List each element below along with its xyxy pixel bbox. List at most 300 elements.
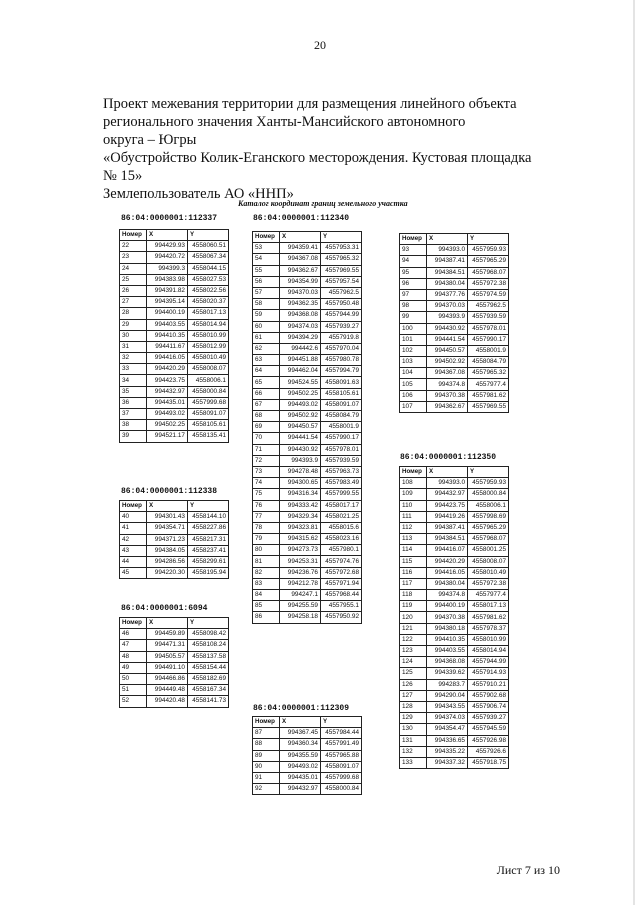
y-coordinate: 4557939.59 <box>468 312 509 323</box>
table-row <box>400 401 509 412</box>
x-coordinate: 994370.38 <box>427 612 468 623</box>
point-number: 50 <box>120 673 147 684</box>
y-coordinate: 4557965.32 <box>321 254 362 265</box>
table-row <box>400 390 509 401</box>
point-number: 128 <box>400 701 427 712</box>
point-number: 77 <box>253 511 280 522</box>
y-coordinate: 4558105.61 <box>321 388 362 399</box>
x-coordinate: 994462.04 <box>280 366 321 377</box>
y-coordinate: 4558020.37 <box>188 297 229 308</box>
point-number: 71 <box>253 444 280 455</box>
table-row <box>400 646 509 657</box>
point-number: 80 <box>253 545 280 556</box>
table-row <box>253 489 362 500</box>
point-number: 107 <box>400 401 427 412</box>
point-number: 22 <box>120 241 147 252</box>
table-row <box>400 690 509 701</box>
x-coordinate: 994370.38 <box>427 390 468 401</box>
x-coordinate: 994300.65 <box>280 478 321 489</box>
point-number: 69 <box>253 422 280 433</box>
column-header: Y <box>321 717 362 728</box>
point-number: 58 <box>253 299 280 310</box>
table-row <box>400 500 509 511</box>
table-row <box>120 556 229 567</box>
point-number: 87 <box>253 728 280 739</box>
x-coordinate: 994362.67 <box>280 265 321 276</box>
column-header: Номер <box>253 232 280 243</box>
y-coordinate: 4558084.79 <box>321 411 362 422</box>
table-row <box>253 433 362 444</box>
y-coordinate: 4558091.07 <box>321 761 362 772</box>
y-coordinate: 4558017.13 <box>468 601 509 612</box>
y-coordinate: 4558044.15 <box>188 263 229 274</box>
x-coordinate: 994315.62 <box>280 534 321 545</box>
y-coordinate: 4558108.24 <box>188 640 229 651</box>
table-row <box>120 297 229 308</box>
table-row <box>253 265 362 276</box>
x-coordinate: 994450.57 <box>280 422 321 433</box>
point-number: 67 <box>253 399 280 410</box>
x-coordinate: 994441.54 <box>280 433 321 444</box>
coordinates-table-112309 <box>252 716 362 795</box>
x-coordinate: 994429.93 <box>147 241 188 252</box>
x-coordinate: 994399.3 <box>147 263 188 274</box>
y-coordinate: 4558195.94 <box>188 568 229 579</box>
x-coordinate: 994393.0 <box>427 478 468 489</box>
x-coordinate: 994449.48 <box>147 685 188 696</box>
table-row <box>120 364 229 375</box>
x-coordinate: 994368.08 <box>280 310 321 321</box>
y-coordinate: 4558017.13 <box>188 308 229 319</box>
y-coordinate: 4557950.48 <box>321 299 362 310</box>
x-coordinate: 994502.25 <box>147 420 188 431</box>
y-coordinate: 4557999.68 <box>321 772 362 783</box>
table-row <box>253 299 362 310</box>
y-coordinate: 4557950.92 <box>321 612 362 623</box>
x-coordinate: 994283.7 <box>427 679 468 690</box>
x-coordinate: 994362.67 <box>427 401 468 412</box>
point-number: 106 <box>400 390 427 401</box>
point-number: 98 <box>400 301 427 312</box>
table-row <box>120 673 229 684</box>
point-number: 126 <box>400 679 427 690</box>
point-number: 31 <box>120 341 147 352</box>
point-number: 36 <box>120 397 147 408</box>
x-coordinate: 994441.54 <box>427 334 468 345</box>
y-coordinate: 4557957.54 <box>321 276 362 287</box>
table-row <box>400 267 509 278</box>
y-coordinate: 4558021.25 <box>321 511 362 522</box>
table-row <box>120 397 229 408</box>
y-coordinate: 4558060.51 <box>188 241 229 252</box>
y-coordinate: 4558227.86 <box>188 523 229 534</box>
point-number: 66 <box>253 388 280 399</box>
y-coordinate: 4557981.62 <box>468 390 509 401</box>
table-row <box>400 567 509 578</box>
y-coordinate: 4558022.56 <box>188 285 229 296</box>
x-coordinate: 994391.82 <box>147 285 188 296</box>
point-number: 44 <box>120 556 147 567</box>
point-number: 54 <box>253 254 280 265</box>
x-coordinate: 994432.97 <box>147 386 188 397</box>
point-number: 63 <box>253 355 280 366</box>
y-coordinate: 4557972.38 <box>468 578 509 589</box>
y-coordinate: 4557939.27 <box>468 713 509 724</box>
table-row <box>253 321 362 332</box>
point-number: 79 <box>253 534 280 545</box>
table-row <box>253 750 362 761</box>
x-coordinate: 994367.08 <box>427 368 468 379</box>
y-coordinate: 4557939.59 <box>321 455 362 466</box>
table-row <box>253 287 362 298</box>
table-row <box>400 301 509 312</box>
x-coordinate: 994335.22 <box>427 746 468 757</box>
x-coordinate: 994451.88 <box>280 355 321 366</box>
table-row <box>253 310 362 321</box>
x-coordinate: 994393.9 <box>280 455 321 466</box>
point-number: 93 <box>400 245 427 256</box>
column-header: Y <box>188 618 229 629</box>
y-coordinate: 4558237.41 <box>188 545 229 556</box>
x-coordinate: 994502.25 <box>280 388 321 399</box>
y-coordinate: 4557969.55 <box>321 265 362 276</box>
y-coordinate: 4558098.42 <box>188 629 229 640</box>
table-row <box>253 444 362 455</box>
point-number: 26 <box>120 285 147 296</box>
x-coordinate: 994420.48 <box>147 696 188 707</box>
point-number: 108 <box>400 478 427 489</box>
x-coordinate: 994316.34 <box>280 489 321 500</box>
table-row <box>400 634 509 645</box>
x-coordinate: 994343.55 <box>427 701 468 712</box>
x-coordinate: 994430.92 <box>427 323 468 334</box>
y-coordinate: 4557953.31 <box>321 243 362 254</box>
table-row <box>253 500 362 511</box>
y-coordinate: 4558010.49 <box>468 567 509 578</box>
x-coordinate: 994374.8 <box>427 590 468 601</box>
point-number: 89 <box>253 750 280 761</box>
x-coordinate: 994442.6 <box>280 343 321 354</box>
point-number: 74 <box>253 478 280 489</box>
x-coordinate: 994432.97 <box>427 489 468 500</box>
x-coordinate: 994370.03 <box>427 301 468 312</box>
cadastral-label: 86:04:0000001:112309 <box>253 704 350 713</box>
y-coordinate: 4557978.01 <box>468 323 509 334</box>
table-header-row <box>253 232 362 243</box>
x-coordinate: 994493.02 <box>147 409 188 420</box>
point-number: 85 <box>253 601 280 612</box>
y-coordinate: 4557980.78 <box>321 355 362 366</box>
x-coordinate: 994416.05 <box>147 353 188 364</box>
x-coordinate: 994432.97 <box>280 784 321 795</box>
x-coordinate: 994278.48 <box>280 466 321 477</box>
column-header: Номер <box>120 618 147 629</box>
x-coordinate: 994286.56 <box>147 556 188 567</box>
table-row <box>253 399 362 410</box>
y-coordinate: 4557962.5 <box>468 301 509 312</box>
point-number: 73 <box>253 466 280 477</box>
table-row <box>400 323 509 334</box>
y-coordinate: 4558014.94 <box>188 319 229 330</box>
point-number: 97 <box>400 289 427 300</box>
sheet-counter: Лист 7 из 10 <box>496 863 560 877</box>
x-coordinate: 994374.8 <box>427 379 468 390</box>
table-row <box>253 377 362 388</box>
point-number: 88 <box>253 739 280 750</box>
table-row <box>400 578 509 589</box>
y-coordinate: 4557963.73 <box>321 466 362 477</box>
table-row <box>253 590 362 601</box>
y-coordinate: 4558000.84 <box>188 386 229 397</box>
point-number: 96 <box>400 278 427 289</box>
table-row <box>253 355 362 366</box>
table-row <box>400 256 509 267</box>
table-row <box>400 489 509 500</box>
point-number: 48 <box>120 651 147 662</box>
y-coordinate: 4557955.1 <box>321 601 362 612</box>
point-number: 116 <box>400 567 427 578</box>
column-header: Y <box>321 232 362 243</box>
point-number: 38 <box>120 420 147 431</box>
column-header: Номер <box>120 230 147 241</box>
point-number: 35 <box>120 386 147 397</box>
table-row <box>120 319 229 330</box>
y-coordinate: 4558141.73 <box>188 696 229 707</box>
y-coordinate: 4557980.1 <box>321 545 362 556</box>
y-coordinate: 4557926.98 <box>468 735 509 746</box>
column-header: X <box>427 234 468 245</box>
point-number: 45 <box>120 568 147 579</box>
table-row <box>120 263 229 274</box>
y-coordinate: 4558023.16 <box>321 534 362 545</box>
x-coordinate: 994253.31 <box>280 556 321 567</box>
table-row <box>400 556 509 567</box>
point-number: 131 <box>400 735 427 746</box>
point-number: 28 <box>120 308 147 319</box>
point-number: 52 <box>120 696 147 707</box>
column-header: Номер <box>400 467 427 478</box>
x-coordinate: 994355.59 <box>280 750 321 761</box>
point-number: 55 <box>253 265 280 276</box>
y-coordinate: 4557969.55 <box>468 401 509 412</box>
y-coordinate: 4558006.1 <box>468 500 509 511</box>
table-row <box>120 523 229 534</box>
y-coordinate: 4557974.76 <box>321 556 362 567</box>
x-coordinate: 994273.73 <box>280 545 321 556</box>
y-coordinate: 4558105.61 <box>188 420 229 431</box>
x-coordinate: 994247.1 <box>280 590 321 601</box>
table-row <box>253 772 362 783</box>
point-number: 130 <box>400 724 427 735</box>
point-number: 115 <box>400 556 427 567</box>
x-coordinate: 994354.71 <box>147 523 188 534</box>
y-coordinate: 4558012.99 <box>188 341 229 352</box>
point-number: 68 <box>253 411 280 422</box>
x-coordinate: 994403.55 <box>427 646 468 657</box>
y-coordinate: 4557965.29 <box>468 256 509 267</box>
y-coordinate: 4558299.61 <box>188 556 229 567</box>
cadastral-label: 86:04:0000001:112338 <box>121 487 218 496</box>
y-coordinate: 4557965.29 <box>468 522 509 533</box>
point-number: 29 <box>120 319 147 330</box>
y-coordinate: 4557914.93 <box>468 668 509 679</box>
column-header: Номер <box>253 717 280 728</box>
x-coordinate: 994435.01 <box>147 397 188 408</box>
x-coordinate: 994410.35 <box>147 330 188 341</box>
column-header: X <box>280 232 321 243</box>
table-row <box>400 345 509 356</box>
table-row <box>400 278 509 289</box>
x-coordinate: 994493.02 <box>280 399 321 410</box>
y-coordinate: 4558001.9 <box>468 345 509 356</box>
y-coordinate: 4558091.63 <box>321 377 362 388</box>
point-number: 112 <box>400 522 427 533</box>
header-line: № 15» <box>103 168 143 184</box>
x-coordinate: 994393.9 <box>427 312 468 323</box>
point-number: 78 <box>253 522 280 533</box>
y-coordinate: 4557944.99 <box>468 657 509 668</box>
point-number: 91 <box>253 772 280 783</box>
x-coordinate: 994367.08 <box>280 254 321 265</box>
x-coordinate: 994236.76 <box>280 567 321 578</box>
x-coordinate: 994502.92 <box>427 357 468 368</box>
table-row <box>400 590 509 601</box>
x-coordinate: 994394.29 <box>280 332 321 343</box>
point-number: 123 <box>400 646 427 657</box>
table-row <box>120 274 229 285</box>
table-row <box>253 534 362 545</box>
table-row <box>400 245 509 256</box>
table-row <box>253 728 362 739</box>
y-coordinate: 4557910.21 <box>468 679 509 690</box>
table-row <box>253 478 362 489</box>
table-row <box>253 612 362 623</box>
table-row <box>253 761 362 772</box>
column-header: X <box>427 467 468 478</box>
x-coordinate: 994524.55 <box>280 377 321 388</box>
table-row <box>120 409 229 420</box>
column-header: Y <box>468 234 509 245</box>
x-coordinate: 994374.03 <box>280 321 321 332</box>
coordinates-table-112340 <box>252 231 362 624</box>
x-coordinate: 994384.51 <box>427 534 468 545</box>
point-number: 27 <box>120 297 147 308</box>
y-coordinate: 4558001.9 <box>321 422 362 433</box>
table-row <box>400 623 509 634</box>
point-number: 122 <box>400 634 427 645</box>
point-number: 32 <box>120 353 147 364</box>
y-coordinate: 4558008.07 <box>468 556 509 567</box>
table-row <box>400 713 509 724</box>
y-coordinate: 4558154.44 <box>188 662 229 673</box>
y-coordinate: 4557918.75 <box>468 757 509 768</box>
x-coordinate: 994423.75 <box>427 500 468 511</box>
y-coordinate: 4558017.17 <box>321 500 362 511</box>
table-row <box>120 386 229 397</box>
table-header-row <box>253 717 362 728</box>
column-header: Номер <box>120 501 147 512</box>
point-number: 57 <box>253 287 280 298</box>
table-row <box>400 312 509 323</box>
column-header: Номер <box>400 234 427 245</box>
y-coordinate: 4558091.07 <box>188 409 229 420</box>
y-coordinate: 4557939.27 <box>321 321 362 332</box>
y-coordinate: 4557999.55 <box>321 489 362 500</box>
point-number: 59 <box>253 310 280 321</box>
table-row <box>120 651 229 662</box>
point-number: 100 <box>400 323 427 334</box>
y-coordinate: 4558137.58 <box>188 651 229 662</box>
cadastral-label: 86:04:0000001:112337 <box>121 214 218 223</box>
y-coordinate: 4557970.04 <box>321 343 362 354</box>
table-row <box>400 522 509 533</box>
point-number: 99 <box>400 312 427 323</box>
x-coordinate: 994400.19 <box>427 601 468 612</box>
x-coordinate: 994505.57 <box>147 651 188 662</box>
x-coordinate: 994337.32 <box>427 757 468 768</box>
y-coordinate: 4557994.79 <box>321 366 362 377</box>
y-coordinate: 4558182.69 <box>188 673 229 684</box>
x-coordinate: 994301.43 <box>147 512 188 523</box>
x-coordinate: 994336.65 <box>427 735 468 746</box>
header-line: «Обустройство Колик-Еганского месторождения. Кустовая площадка <box>103 150 532 166</box>
y-coordinate: 4558217.31 <box>188 534 229 545</box>
table-row <box>400 612 509 623</box>
point-number: 37 <box>120 409 147 420</box>
table-row <box>120 241 229 252</box>
x-coordinate: 994359.41 <box>280 243 321 254</box>
catalog-caption: Каталог координат границ земельного участка <box>238 199 408 208</box>
x-coordinate: 994360.34 <box>280 739 321 750</box>
point-number: 39 <box>120 431 147 442</box>
y-coordinate: 4558144.10 <box>188 512 229 523</box>
y-coordinate: 4558000.84 <box>321 784 362 795</box>
point-number: 62 <box>253 343 280 354</box>
point-number: 117 <box>400 578 427 589</box>
y-coordinate: 4557972.68 <box>321 567 362 578</box>
y-coordinate: 4557999.68 <box>188 397 229 408</box>
y-coordinate: 4557902.68 <box>468 690 509 701</box>
point-number: 113 <box>400 534 427 545</box>
point-number: 109 <box>400 489 427 500</box>
y-coordinate: 4557974.59 <box>468 289 509 300</box>
table-row <box>253 254 362 265</box>
x-coordinate: 994380.18 <box>427 623 468 634</box>
y-coordinate: 4557965.32 <box>468 368 509 379</box>
x-coordinate: 994387.41 <box>427 522 468 533</box>
table-row <box>400 701 509 712</box>
column-header: Y <box>468 467 509 478</box>
table-row <box>253 366 362 377</box>
y-coordinate: 4558010.49 <box>188 353 229 364</box>
point-number: 102 <box>400 345 427 356</box>
x-coordinate: 994354.47 <box>427 724 468 735</box>
table-row <box>120 662 229 673</box>
column-header: Y <box>188 501 229 512</box>
table-row <box>253 511 362 522</box>
header-line: Землепользователь АО «ННП» <box>103 186 294 202</box>
x-coordinate: 994410.35 <box>427 634 468 645</box>
coordinates-table-112337 <box>119 229 229 443</box>
x-coordinate: 994430.92 <box>280 444 321 455</box>
header-line: регионального значения Ханты-Мансийского автономного <box>103 114 466 130</box>
y-coordinate: 4557978.01 <box>321 444 362 455</box>
table-row <box>400 679 509 690</box>
x-coordinate: 994220.30 <box>147 568 188 579</box>
point-number: 42 <box>120 534 147 545</box>
y-coordinate: 4557906.74 <box>468 701 509 712</box>
point-number: 51 <box>120 685 147 696</box>
